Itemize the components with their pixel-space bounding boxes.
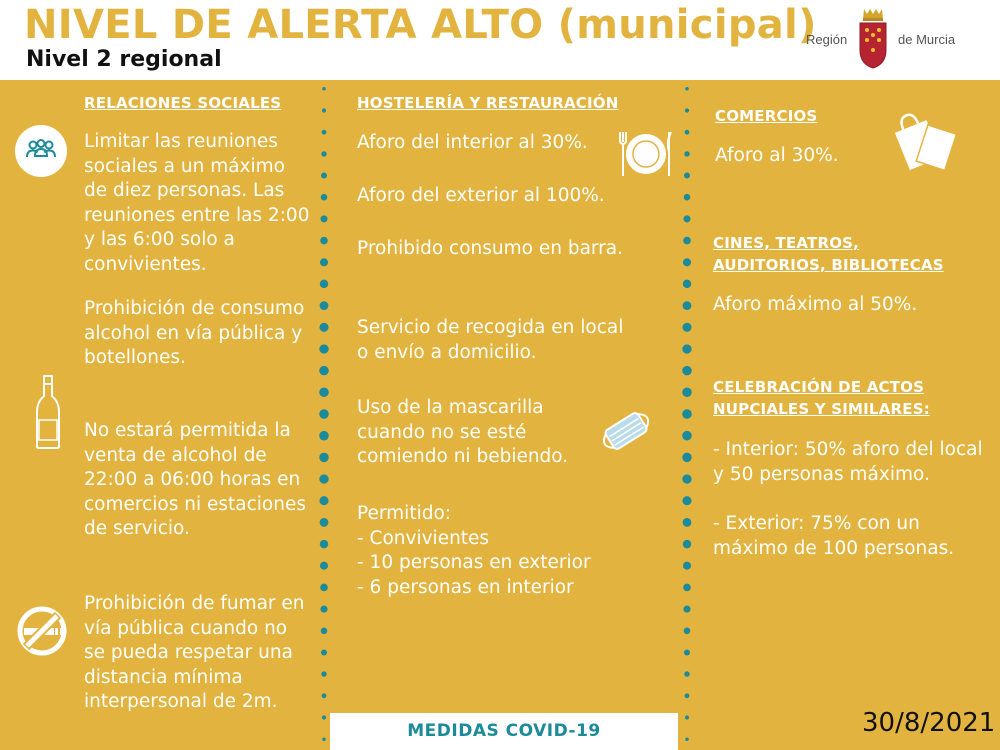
celebracion-interior-text: - Interior: 50% aforo del local y 50 personas máximo. [713,439,983,485]
divider-dot [685,130,690,135]
divider-dot [684,194,691,201]
divider-dot [682,496,691,505]
hosteleria-text-1: Aforo del interior al 30%. [357,132,588,153]
divider-dot [683,584,691,592]
celebracion-heading-line-1: CELEBRACIÓN DE ACTOS [713,378,925,396]
divider-dot [685,737,689,741]
divider-dot [319,366,328,375]
column-divider-left [319,78,329,750]
divider-dot [682,323,691,332]
plate-cutlery-icon [617,128,675,180]
footer-label: MEDIDAS COVID-19 [407,721,601,741]
permitido-item: - 10 personas en exterior [357,552,591,573]
column-divider-right [682,78,692,750]
divider-dot [319,344,328,353]
divider-dot [684,671,689,676]
divider-dot [321,671,326,676]
divider-dot [683,540,691,548]
permitido-item: - Convivientes [357,527,490,549]
divider-dot [320,584,328,592]
divider-dot [684,628,691,635]
hosteleria-heading: HOSTELERÍA Y RESTAURACIÓN [357,94,619,112]
divider-dot [320,540,328,548]
celebracion-heading-line-2: NUPCIALES Y SIMILARES: [713,400,930,418]
divider-dot [319,388,329,398]
divider-dot [319,409,329,419]
permitido-item: - 6 personas en interior [357,576,574,598]
permitido-title: Permitido: [357,503,452,524]
divider-dot [682,431,692,441]
hosteleria-text-2: Aforo del exterior al 100%. [357,185,605,206]
divider-dot [321,649,327,655]
divider-dot [682,474,691,483]
divider-dot [683,301,692,310]
divider-dot [322,130,327,135]
footer-banner [330,713,678,750]
divider-dot [684,151,689,156]
relaciones-sociales-text-2: Prohibición de consumo alcohol en vía pública y botellones. [84,298,305,368]
relaciones-sociales-heading: RELACIONES SOCIALES [84,94,282,112]
celebracion-exterior-text: - Exterior: 75% con un máximo de 100 personas. [713,513,955,559]
divider-dot [322,693,327,698]
logo-text-left: Región [806,32,848,47]
cines-heading-line-2: AUDITORIOS, BIBLIOTECAS [713,256,944,274]
divider-dot [322,715,326,719]
cines-text: Aforo máximo al 50%. [713,294,918,315]
divider-dot [682,366,691,375]
divider-dot [319,453,328,462]
divider-dot [682,409,692,419]
divider-dot [321,194,328,201]
divider-dot [319,323,328,332]
divider-dot [685,715,689,719]
divider-dot [683,258,691,266]
relaciones-sociales-text-4: Prohibición de fumar en vía pública cuando no se pueda respetar una distancia mínima interpersonal de 2m. [84,593,305,712]
divider-dot [682,388,692,398]
divider-dot [685,87,689,91]
divider-dot [682,453,691,462]
hosteleria-permitido-block [357,502,657,600]
divider-dot [683,606,690,613]
divider-dot [320,562,328,570]
divider-dot [320,215,327,222]
no-smoking-icon [16,605,68,657]
divider-dot [321,628,328,635]
divider-dot [320,518,329,527]
divider-dot [684,649,690,655]
cines-heading-line-1: CINES, TEATROS, [713,234,860,252]
divider-dot [320,301,329,310]
divider-dot [320,606,327,613]
divider-dot [685,108,689,112]
shopping-bags-icon [885,98,965,176]
divider-dot [684,172,690,178]
divider-dot [683,237,691,245]
hosteleria-text-3: Prohibido consumo en barra. [357,238,624,259]
divider-dot [683,215,690,222]
divider-dot [322,87,326,91]
publication-date: 30/8/2021 [862,708,996,738]
divider-dot [685,693,690,698]
relaciones-sociales-text-3: No estará permitida la venta de alcohol de 22:00 a 06:00 horas en comercios ni estaciones de servicio. [84,420,306,539]
divider-dot [322,737,326,741]
divider-dot [322,108,326,112]
bottle-icon [35,374,61,450]
divider-dot [319,474,328,483]
logo-text-right: de Murcia [898,32,956,47]
comercios-heading: COMERCIOS [715,107,818,125]
divider-dot [320,237,328,245]
hosteleria-text-5: Uso de la mascarilla cuando no se esté comiendo ni bebiendo. [357,397,569,467]
divider-dot [320,258,328,266]
divider-dot [683,518,692,527]
divider-dot [321,151,326,156]
divider-dot [682,344,691,353]
face-mask-icon [589,400,663,462]
divider-dot [319,496,328,505]
divider-dot [683,280,691,288]
page-title: NIVEL DE ALERTA ALTO (municipal) [24,2,817,48]
people-group-icon [15,125,67,177]
divider-dot [321,172,327,178]
region-crest-icon [856,6,890,70]
header-bar [0,0,1000,80]
relaciones-sociales-text-1: Limitar las reuniones sociales a un máximo de diez personas. Las reuniones entre las 2:00 y las 6:00 solo a convivientes. [84,131,310,275]
divider-dot [320,280,328,288]
divider-dot [683,562,691,570]
region-logo [806,6,966,72]
divider-dot [319,431,329,441]
comercios-text: Aforo al 30%. [715,145,839,166]
hosteleria-text-4: Servicio de recogida en local o envío a domicilio. [357,317,624,363]
page-subtitle: Nivel 2 regional [26,47,222,72]
